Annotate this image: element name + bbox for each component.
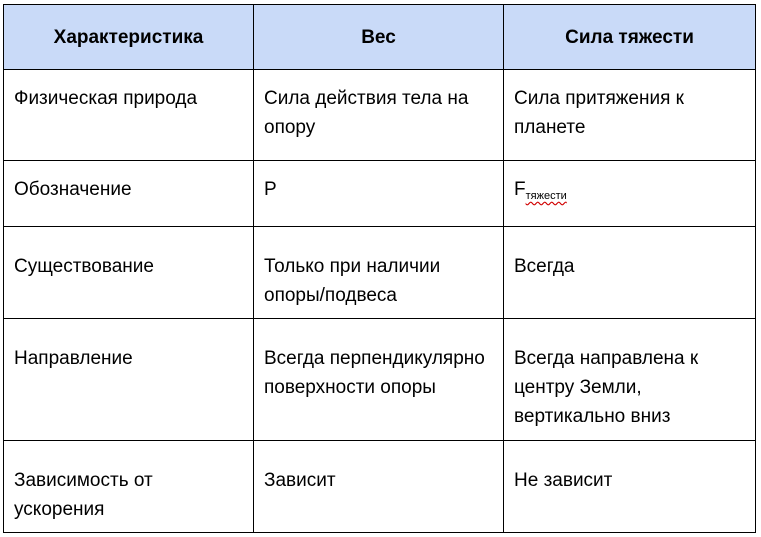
gravity-symbol-subscript: тяжести [525,190,567,202]
header-gravity: Сила тяжести [504,5,756,70]
weight-cell: Сила действия тела на опору [254,70,504,161]
gravity-symbol: F [514,179,526,200]
table-row [4,161,756,227]
gravity-cell: Не зависит [504,441,756,533]
row-label-cell: Физическая природа [4,70,254,161]
weight-cell: Всегда перпендикулярно поверхности опоры [254,319,504,441]
row-label-cell: Направление [4,319,254,441]
table-row [4,70,756,161]
row-label-cell: Существование [4,227,254,319]
row-label-cell: Зависимость от ускорения [4,441,254,533]
gravity-cell: Всегда [504,227,756,319]
table-row [4,227,756,319]
table-row [4,319,756,441]
weight-cell: Зависит [254,441,504,533]
header-row [4,5,756,70]
table-row [4,441,756,533]
comparison-table [3,4,756,533]
weight-cell: Только при наличии опоры/подвеса [254,227,504,319]
gravity-cell: Всегда направлена к центру Земли, вертикально вниз [504,319,756,441]
header-weight: Вес [254,5,504,70]
gravity-cell: Сила притяжения к планете [504,70,756,161]
weight-cell: P [254,161,504,227]
gravity-cell [504,161,756,227]
row-label-cell: Обозначение [4,161,254,227]
header-characteristic: Характеристика [4,5,254,70]
